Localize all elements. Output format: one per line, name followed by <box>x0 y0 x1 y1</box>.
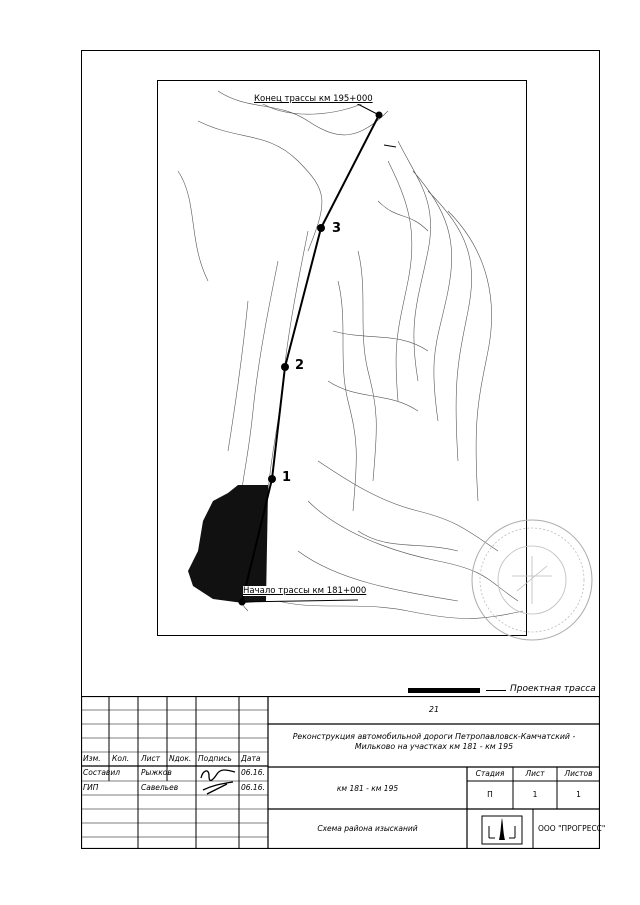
route-end-marker <box>376 112 383 119</box>
company-logo-icon <box>481 814 523 846</box>
legend-label: Проектная трасса <box>510 684 596 694</box>
project-title: Реконструкция автомобильной дороги Петропавловск-Камчатский - Мильково на участках км 181 - км 195 <box>292 732 576 751</box>
north-arrow-icon <box>384 145 396 147</box>
stage-value: П <box>487 790 493 799</box>
company-name: ООО "ПРОГРЕСС" <box>538 824 606 833</box>
point-label-1: 1 <box>282 470 292 485</box>
header-list: Лист <box>141 754 161 763</box>
header-podpis: Подпись <box>198 754 232 763</box>
role-gip: ГИП <box>83 783 99 792</box>
legend-dash <box>486 690 506 691</box>
seal-stamp <box>462 516 600 644</box>
header-ndok: Nдок. <box>169 754 192 763</box>
route-start-marker <box>239 599 246 606</box>
legend-route-swatch <box>408 688 480 693</box>
point-label-3: 3 <box>332 221 342 236</box>
role-composed: Составил <box>83 768 121 777</box>
date-composed: 06.16. <box>241 768 265 777</box>
sheets-header: Листов <box>564 769 593 778</box>
name-composed: Рыжков <box>141 768 172 777</box>
signature-graphic <box>197 764 239 796</box>
sheet-value: 1 <box>532 790 538 799</box>
sheet-header: Лист <box>525 769 545 778</box>
stage-header: Стадия <box>475 769 505 778</box>
point-label-2: 2 <box>295 358 305 373</box>
route-end-label: Конец трассы км 195+000 <box>254 94 373 104</box>
route-point-3 <box>317 224 325 232</box>
header-kol: Кол. <box>112 754 130 763</box>
date-gip: 06.16. <box>241 783 265 792</box>
section-label: км 181 - км 195 <box>336 784 399 793</box>
route-point-2 <box>281 363 289 371</box>
sheet-number: 21 <box>428 705 440 714</box>
name-gip: Савельев <box>141 783 179 792</box>
title-block <box>81 696 606 849</box>
header-data: Дата <box>241 754 261 763</box>
drawing-name: Схема района изысканий <box>317 824 418 833</box>
route-point-1 <box>268 475 276 483</box>
route-start-label: Начало трассы км 181+000 <box>243 586 367 596</box>
header-izm: Изм. <box>83 754 101 763</box>
sheets-value: 1 <box>576 790 581 799</box>
